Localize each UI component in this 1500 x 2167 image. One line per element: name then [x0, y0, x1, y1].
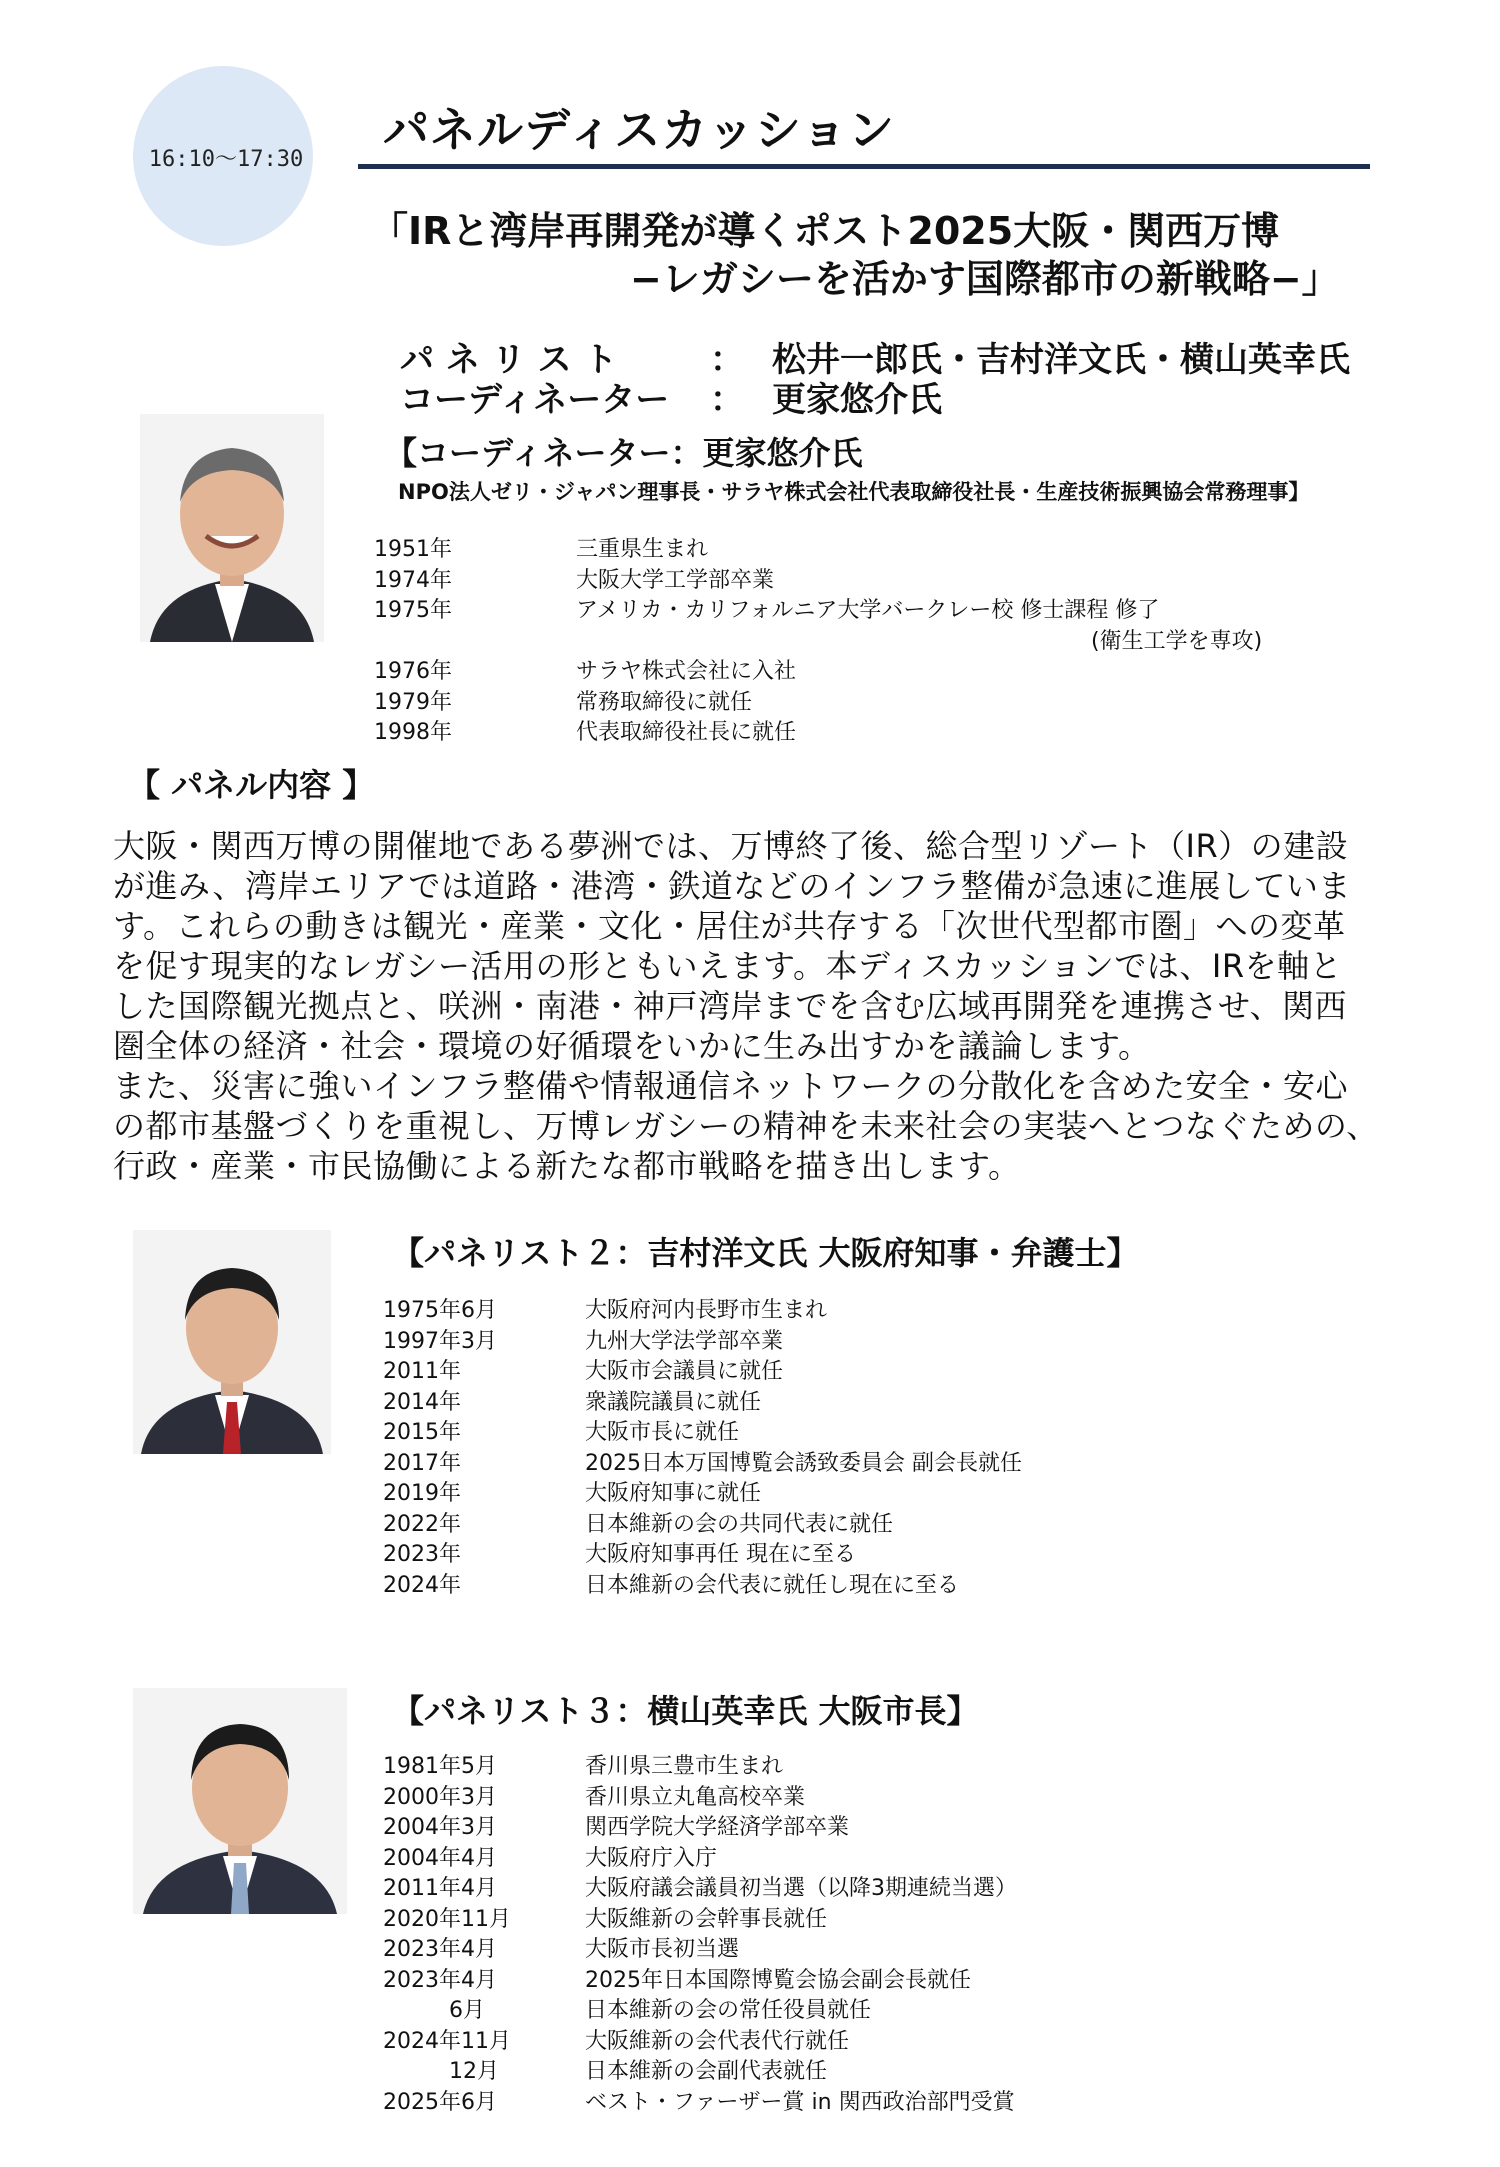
- panelist-3-photo: [133, 1688, 347, 1914]
- career-row: 2020年11月 大阪維新の会幹事長就任: [383, 1906, 828, 1932]
- panelist-role-colon: ：: [710, 340, 744, 380]
- career-row: 2024年 日本維新の会代表に就任し現在に至る: [383, 1572, 960, 1598]
- career-row: 1975年 アメリカ・カリフォルニア大学バークレー校 修士課程 修了: [374, 598, 1160, 623]
- career-row: 2019年 大阪府知事に就任: [383, 1481, 762, 1506]
- panelist-3-career: [383, 1752, 1017, 2118]
- panelist-role-label: パ ネ リ ス ト: [400, 340, 618, 380]
- career-row: 1951年 三重県生まれ: [374, 537, 709, 562]
- career-row: 1975年6月 大阪府河内長野市生まれ: [383, 1298, 828, 1323]
- career-row: 1979年 常務取締役に就任: [374, 689, 753, 715]
- career-row: 2017年 2025日本万国博覧会誘致委員会 副会長就任: [383, 1450, 1022, 1476]
- coordinator-role-label: コーディネーター: [400, 380, 670, 420]
- career-row: 1974年 大阪大学工学部卒業: [374, 567, 775, 593]
- career-row: 2023年4月 大阪市長初当選: [383, 1937, 740, 1962]
- career-row: 2004年4月 大阪府庁入庁: [383, 1845, 718, 1871]
- subtitle-line-1: 「IRと湾岸再開発が導くポスト2025大阪・関西万博: [370, 209, 1280, 253]
- coordinator-career: [374, 535, 1262, 749]
- career-row: 12月 日本維新の会副代表就任: [383, 2059, 828, 2084]
- panel-content-body: 大阪・関西万博の開催地である夢洲では、万博終了後、総合型リゾート（IR）の建設 が進み、湾岸エリアでは道路・港湾・鉄道などのインフラ整備が急速に進展していま す。これらの動きは観光・産業・文化・居住が共存する「次世代型都市圏」への変革 を促す現実的なレガシー活用の形ともいえます。本ディスカッションでは、IRを軸と した国際観光拠点と、咲洲・南港・神戸湾岸までを含む広域再開発を連携させ、関西 圏全体の経済・社会・環境の好循環をいかに生み出すかを議論します。 また、災害に強いインフラ整備や情報通信ネットワークの分散化を含めた安全・安心 の都市基盤づくりを重視し、万博レガシーの精神を未来社会の実装へとつなぐための、 行政・産業・市民協働による新たな都市戦略を描き出します。: [113, 827, 1379, 1185]
- career-row: 2015年 大阪市長に就任: [383, 1420, 740, 1445]
- career-row: 2023年 大阪府知事再任 現在に至る: [383, 1542, 856, 1567]
- career-row: 1981年5月 香川県三豊市生まれ: [383, 1754, 784, 1779]
- career-row: 2023年4月 2025年日本国際博覧会協会副会長就任: [383, 1967, 971, 1993]
- career-row: 2022年 日本維新の会の共同代表に就任: [383, 1511, 894, 1537]
- page-title: パネルディスカッション: [383, 103, 895, 157]
- career-row: 1998年 代表取締役社長に就任: [374, 720, 797, 745]
- panelist-2-career: [383, 1296, 1022, 1601]
- panelist-names: 松井一郎氏・吉村洋文氏・横山英幸氏: [772, 340, 1350, 380]
- career-row: (衛生工学を専攻): [1091, 628, 1263, 654]
- session-time: 16:10〜17:30: [148, 147, 304, 172]
- career-row: 2000年3月 香川県立丸亀高校卒業: [383, 1784, 806, 1810]
- career-row: 2025年6月 ベスト・ファーザー賞 in 関西政治部門受賞: [383, 2089, 1015, 2115]
- career-row: 2014年 衆議院議員に就任: [383, 1389, 762, 1415]
- panel-content-heading: 【 パネル内容 】: [128, 766, 375, 804]
- subtitle-line-2: −レガシーを活かす国際都市の新戦略−」: [630, 257, 1340, 301]
- career-row: 1997年3月 九州大学法学部卒業: [383, 1328, 784, 1354]
- coordinator-names: 更家悠介氏: [772, 380, 942, 420]
- career-row: 6月 日本維新の会の常任役員就任: [383, 1998, 872, 2023]
- title-divider: [358, 164, 1370, 169]
- career-row: 2004年3月 関西学院大学経済学部卒業: [383, 1815, 850, 1840]
- career-row: 1976年 サラヤ株式会社に入社: [374, 659, 797, 684]
- coordinator-affiliation: NPO法人ゼリ・ジャパン理事長・サラヤ株式会社代表取締役社長・生産技術振興協会常務理事】: [398, 480, 1310, 504]
- panelist-2-photo: [133, 1230, 331, 1454]
- career-row: 2011年 大阪市会議員に就任: [383, 1359, 784, 1384]
- coordinator-photo: [140, 414, 324, 642]
- coordinator-role-colon: ：: [710, 380, 744, 420]
- coordinator-heading: 【コーディネーター：更家悠介氏: [385, 434, 863, 472]
- panelist-3-heading: 【パネリスト３：横山英幸氏 大阪市長】: [392, 1692, 979, 1730]
- panelist-2-heading: 【パネリスト２：吉村洋文氏 大阪府知事・弁護士】: [392, 1234, 1139, 1272]
- career-row: 2024年11月 大阪維新の会代表代行就任: [383, 2028, 850, 2054]
- career-row: 2011年4月 大阪府議会議員初当選（以降3期連続当選）: [383, 1876, 1017, 1901]
